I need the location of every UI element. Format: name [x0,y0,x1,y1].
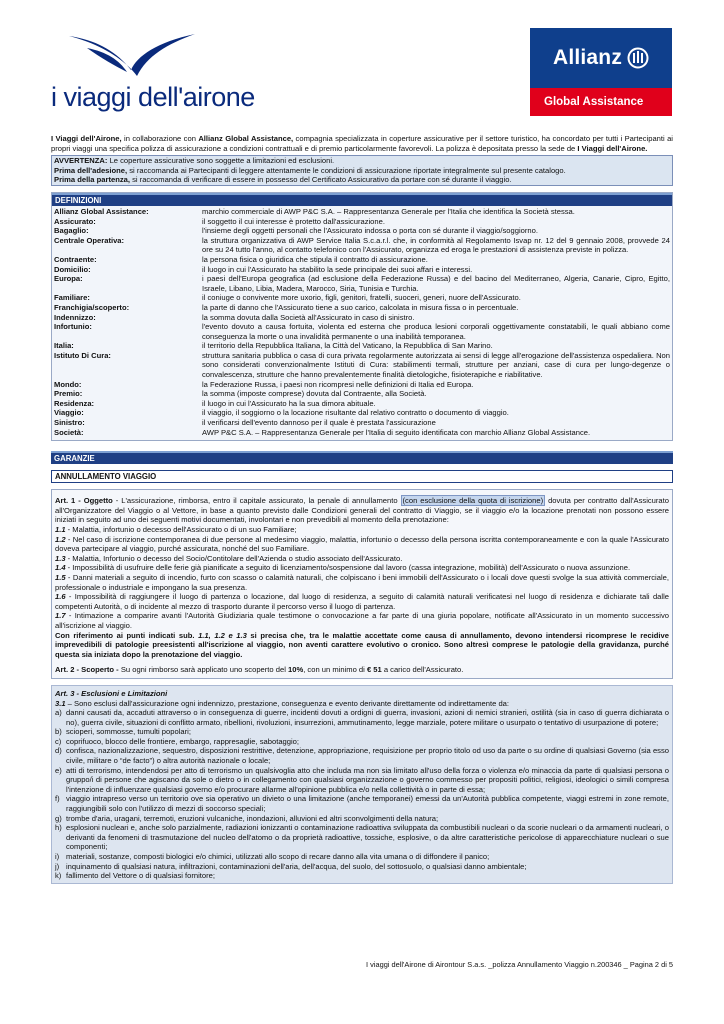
exclusion-item [55,766,669,795]
art1-point: 1.5 - Danni materiali a seguito di incendio, furto con scasso o calamità naturali, che colpiscano i beni immobili dell'Assicurato o i locali dove questi svolge la sua attività commerciale, professionale o industriale e impongano la sua presenza. [55,572,669,592]
exclusion-text: fallimento del Vettore o di qualsiasi fornitore; [66,871,216,881]
definition-desc: la somma dovuta dalla Società all'Assicurato in caso di sinistro. [202,312,415,322]
definition-desc: il coniuge o convivente more uxorio, figli, genitori, fratelli, suoceri, generi, nuore dell'Assicurato. [202,293,521,303]
definition-desc: l'insieme degli oggetti personali che l'Assicurato indossa o porta con sé durante il viaggio/soggiorno. [202,226,538,236]
definition-term: Viaggio: [54,408,84,418]
definition-row [54,399,670,409]
exclusion-letter: g) [55,813,62,823]
exclusion-letter: d) [55,746,62,756]
definition-term: Contraente: [54,254,97,264]
definition-row [54,226,670,236]
definition-desc: il territorio della Repubblica Italiana, la Città del Vaticano, la Repubblica di San Marino. [202,341,493,351]
definition-row [54,389,670,399]
exclusion-item [55,737,669,747]
exclusion-item [55,871,669,881]
garanzie-section [51,451,673,483]
airone-bird-icon [67,30,197,80]
definition-term: Bagaglio: [54,226,89,236]
definition-row [54,418,670,428]
exclusion-letter: h) [55,823,62,833]
definition-term: Europa: [54,274,83,284]
definition-desc: i paesi dell'Europa geografica (ad esclusione della Federazione Russa) e del bacino del Mediterraneo, Algeria, Canarie, Cipro, Egitto, Israele, Libano, Libia, Madera, Marocco, Siria, Tunisia e Turchia. [202,274,670,293]
definition-desc: AWP P&C S.A. – Rappresentanza Generale per l'Italia di seguito identificata con marchio Allianz Global Assistance. [202,427,591,437]
header [51,0,673,126]
art1-point: 1.3 - Malattia, Infortunio o decesso del Socio/Contitolare dell'Azienda o studio associato dell'Assicurato. [55,553,403,563]
exclusion-item [55,746,669,765]
definition-desc: struttura sanitaria pubblica o casa di cura privata regolarmente autorizzata ai sensi di legge all'erogazione dell'assistenza ospedaliera. Non sono considerati convenzionalmente Istituti di Cura: stabilimenti termali, strutture per anziani, case di cura per lungo-degenze o convalescenza, strutture che hanno prevalentemente finalità dietologiche, fisioterapiche e riabilitative. [202,350,670,380]
definition-desc: l'evento dovuto a causa fortuita, violenta ed esterna che produca lesioni corporali oggettivamente constatabili, le quali abbiano come conseguenza la morte o una invalidità permanente o una inabilità temporanea. [202,322,670,341]
garanzie-title: GARANZIE [51,451,673,464]
definizioni-list [52,206,672,440]
exclusion-text: scioperi, sommosse, tumulti popolari; [66,727,191,737]
definition-row [54,236,670,255]
intro-paragraph: I Viaggi dell'Airone, in collaborazione con Allianz Global Assistance, compagnia specializzata in coperture assicurative per il settore turistico, ha concordato per tutti i Partecipanti ai propri viaggi una specifica polizza di assicurazione a condizioni contrattuali e di premio particolarmente favorevoli. La polizza è depositata presso la sede de I Viaggi dell'Airone. [51,134,673,153]
allianz-sub: Global Assistance [544,96,644,108]
exclusion-item [55,794,669,813]
exclusion-letter: e) [55,765,62,775]
exclusion-item [55,814,669,824]
allianz-logo [530,28,672,116]
exclusion-text: inquinamento di qualsiasi natura, infiltrazioni, contaminazioni dell'aria, dell'acqua, del suolo, del sottosuolo, o qualsiasi danno ambientale; [66,861,527,871]
exclusion-letter: f) [55,794,60,804]
exclusion-text: coprifuoco, blocco delle frontiere, embargo, rappresaglie, sabotaggio; [66,736,300,746]
definition-row [54,313,670,323]
art1-box [51,489,673,679]
art3-box [51,685,673,884]
art2-paragraph: Art. 2 - Scoperto - Su ogni rimborso sarà applicato uno scoperto del 10%, con un minimo di € 51 a carico dell'Assicurato. [55,665,464,675]
definition-row [54,255,670,265]
definition-term: Familiare: [54,293,90,303]
airone-logo [51,30,255,120]
art3-sub: 3.1 – Sono esclusi dall'assicurazione ogni indennizzo, prestazione, conseguenza e evento derivante direttamente od indirettamente da: [55,698,509,708]
exclusion-item [55,852,669,862]
exclusion-text: danni causati da, accaduti attraverso o in conseguenza di guerre, incidenti dovuti a ordigni di guerra, invasioni, azioni di nemici stranieri, ostilità (sia in caso di guerra dichiarata o no), guerra civile, situazioni di conflitto armato, ribellioni, rivoluzioni, insurrezioni, ammutinamento, legge marziale, potere militare o usurpato o tentativo di usurpazione di potere; [66,708,669,727]
art1-points [55,525,669,631]
definition-row [54,341,670,351]
annullamento-title: ANNULLAMENTO VIAGGIO [51,470,673,483]
art1-point: 1.4 - Impossibilità di usufruire delle ferie già pianificate a seguito di licenziamento/sospensione dal lavoro (cassa integrazione, mobilità) dell'Assicurato o nuova assunzione. [55,563,631,573]
exclusion-text: viaggio intrapreso verso un territorio ove sia operativo un divieto o una limitazione (anche temporanei) emessi da un'Autorità pubblica competente, viaggi estremi in zone remote, raggiungibili solo con l'utilizzo di mezzi di soccorso speciali; [66,794,669,814]
definizioni-title: DEFINIZIONI [52,193,672,206]
definition-row [54,428,670,438]
art3-heading: Art. 3 - Esclusioni e Limitazioni [55,688,168,698]
exclusion-item [55,708,669,727]
exclusion-letter: i) [55,852,60,861]
definition-desc: il verificarsi dell'evento dannoso per il quale è prestata l'assicurazione [202,418,436,428]
art1-point: 1.1 - Malattia, infortunio o decesso dell'Assicurato o di un suo Familiare; [55,525,297,534]
definition-term: Sinistro: [54,418,85,428]
definition-row [54,274,670,293]
definition-term: Assicurato: [54,216,96,226]
definition-desc: la somma (imposte comprese) dovuta dal Contraente, alla Società. [202,389,427,399]
definition-row [54,293,670,303]
art3-list [55,708,669,881]
definition-row [54,265,670,275]
exclusion-text: confisca, nazionalizzazione, sequestro, disposizioni restrittive, detenzione, appropriazione, requisizione per proprio titolo od uso da parte o su ordine di qualsiasi Governo (sia esso civile, militare o “de facto”) o altra autorità nazionale o locale; [66,746,669,766]
definition-row [54,207,670,217]
exclusion-letter: k) [55,871,62,881]
definition-term: Domicilio: [54,264,91,274]
definition-term: Centrale Operativa: [54,235,125,245]
exclusion-item [55,823,669,852]
avvertenza-box: AVVERTENZA: Le coperture assicurative sono soggette a limitazioni ed esclusioni. Prima dell'adesione, si raccomanda ai Partecipanti di leggere attentamente le condizioni di assicurazione riportate integralmente sul presente catalogo. Prima della partenza, si raccomanda di verificare di essere in possesso del Certificato Assicurativo da portare con sé durante il viaggio. [51,155,673,186]
definition-desc: la persona fisica o giuridica che stipula il contratto di assicurazione. [202,254,428,264]
art1-point: 1.7 - Intimazione a comparire avanti l'Autorità Giudiziaria quale testimone o convocazione a far parte di una giuria popolare, notificate all'Assicurato in un momento successivo all'iscrizione al viaggio. [55,611,669,630]
definition-row [54,217,670,227]
definition-term: Allianz Global Assistance: [54,206,149,216]
art1-bold-note: Con riferimento ai punti indicati sub. 1.1, 1.2 e 1.3 si precisa che, tra le malattie accettate come causa di annullamento, devono intendersi ricomprese le recidive imprevedibili di patologie preesistenti all'iscrizione al viaggio, non aventi carattere evolutivo o cronico. Sono altresì comprese le patologie della gravidanza, purché questa sia iniziata dopo la prenotazione del viaggio. [55,630,669,659]
highlight-quota: (con esclusione della quota di iscrizione) [402,496,544,506]
definition-term: Residenza: [54,398,95,408]
page-footer: I viaggi dell'Airone di Airontour S.a.s. _polizza Annullamento Viaggio n.200346 _ Pagina 2 di 5 [366,960,673,969]
definition-term: Franchigia/scoperto: [54,302,130,312]
definition-row [54,408,670,418]
definition-desc: il luogo in cui l'Assicurato ha stabilito la sede principale dei suoi affari e interessi. [202,264,473,274]
definition-row [54,303,670,313]
definition-row [54,380,670,390]
exclusion-letter: b) [55,727,62,737]
definition-desc: il luogo in cui l'Assicurato ha la sua dimora abituale. [202,398,376,408]
exclusion-letter: j) [55,861,60,871]
definition-term: Società: [54,427,84,437]
definition-desc: la parte di danno che l'Assicurato tiene a suo carico, calcolata in misura fissa o in percentuale. [202,302,519,312]
exclusion-text: esplosioni nucleari e, anche solo parzialmente, radiazioni ionizzanti o contaminazione radioattiva sviluppata da combustibili nucleari o da scorie nucleari o da armamenti nucleari, o derivanti da fenomeni di trasmutazione del nucleo dell'atomo o da proprietà radioattive, tossiche, esplosive, o da altre caratteristiche pericolose di apparecchiature nucleari o sue componenti; [66,823,669,852]
exclusion-text: atti di terrorismo, intendendosi per atto di terrorismo un qualsivoglia atto che includa ma non sia limitato all'uso della forza o violenza e/o minaccia da parte di qualsiasi persona o gruppo/i di persone che agiscano da sole o dietro o in collegamento con qualsiasi organizzazione o governo commesso per propositi politici, religiosi, ideologici o simili compresa l'intenzione di influenzare qualsiasi governo e/o procurare allarme all'opinione pubblica e/o nella collettività o in parte di essa; [66,765,669,794]
art1-point: 1.6 - Impossibilità di raggiungere il luogo di partenza o locazione, dal luogo di residenza, a seguito di calamità naturali verificatesi nel luogo di residenza e dichiarate tali dalle competenti Autorità, o di incidente al mezzo di trasporto durante il percorso verso il luogo di partenza. [55,592,669,611]
definition-desc: il soggetto il cui interesse è protetto dall'assicurazione. [202,216,385,226]
definition-row [54,322,670,341]
exclusion-letter: c) [55,736,62,746]
definition-desc: la Federazione Russa, i paesi non ricompresi nelle definizioni di Italia ed Europa. [202,379,474,389]
art1-point: 1.2 - Nel caso di iscrizione contemporanea di due persone al medesimo viaggio, malattia, infortunio o decesso della persona iscritta contemporaneamente e con la quale l'Assicurato doveva partecipare al viaggio, purché assicurata, nonché del suo Familiare. [55,534,669,554]
definition-desc: marchio commerciale di AWP P&C S.A. – Rappresentanza Generale per l'Italia che identifica la Società stessa. [202,206,575,216]
airone-wordmark: i viaggi dell'airone [51,82,255,112]
definition-term: Indennizzo: [54,312,96,322]
definition-term: Mondo: [54,379,82,389]
allianz-brand: Allianz [552,46,623,69]
page [51,0,673,969]
exclusion-text: materiali, sostanze, composti biologici e/o chimici, utilizzati allo scopo di recare danno alla vita umana o di diffondere il panico; [66,852,490,861]
definition-term: Premio: [54,389,83,399]
definition-row [54,351,670,380]
definition-desc: la struttura organizzativa di AWP Service Italia S.c.a.r.l. che, in conformità al Regolamento Isvap nr. 12 del 9 gennaio 2008, provvede 24 ore su 24 tutto l'anno, al contatto telefonico con l'Assicurato, organizza ed eroga le prestazioni di assistenza previste in polizza. [202,235,670,255]
art1-paragraph: Art. 1 - Oggetto - L'assicurazione, rimborsa, entro il capitale assicurato, la penale di annullamento (con esclusione della quota di iscrizione) dovuta per contratto dall'Assicurato all'Organizzatore del Viaggio o al Vettore, in base a quanto previsto dalle Condizioni generali del contratto di Viaggio, se il viaggio e/o la locazione prenotati non possono essere iniziati in seguito ad uno dei seguenti motivi documentati, involontari e non prevedibili al momento della prenotazione: [55,496,669,525]
definition-term: Infortunio: [54,322,92,332]
allianz-eagle-icon [627,47,649,69]
exclusion-item [55,862,669,872]
definition-desc: il viaggio, il soggiorno o la locazione risultante dal relativo contratto o documento di viaggio. [202,408,509,418]
definition-term: Istituto Di Cura: [54,350,111,360]
definition-term: Italia: [54,341,74,351]
definizioni-section [51,192,673,441]
exclusion-letter: a) [55,708,62,718]
exclusion-item [55,727,669,737]
exclusion-text: trombe d'aria, uragani, terremoti, eruzioni vulcaniche, inondazioni, alluvioni ed altri sconvolgimenti della natura; [66,813,439,823]
